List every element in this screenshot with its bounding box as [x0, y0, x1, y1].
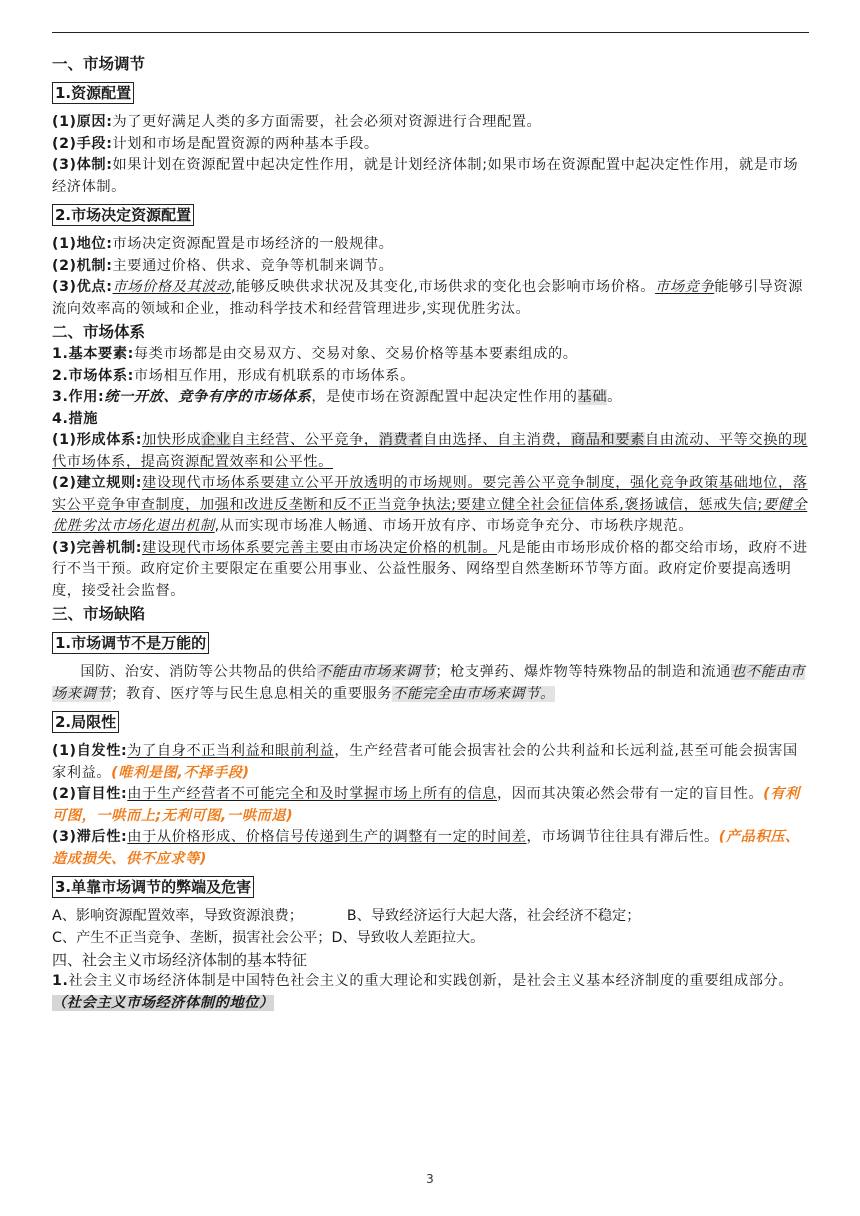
label: 3.作用: [52, 389, 105, 405]
label: (2)盲目性: [52, 786, 128, 802]
text: 为了更好满足人类的多方面需要，社会必须对资源进行合理配置。 [112, 114, 542, 130]
label: (2)手段: [52, 135, 113, 152]
para-means [52, 134, 810, 156]
highlight-enterprise: 企业 [201, 432, 231, 448]
text: 。 [607, 389, 622, 405]
section-1-title: 一、市场调节 [52, 55, 146, 73]
para-measures [52, 409, 810, 431]
text: 国防、治安、消防等公共物品的供给 [80, 664, 317, 680]
text: 计划和市场是配置资源的两种基本手段。 [112, 135, 379, 152]
page-number: 3 [426, 1172, 434, 1186]
text: 提高资源配置效率和公平性。 [140, 453, 333, 470]
highlight-price: 市场价格及其波动 [112, 279, 231, 295]
label: (3)体制: [52, 157, 113, 173]
text: ,能够反映供求状况及其变化,市场供求的变化也会影响市场价格。 [230, 279, 656, 295]
para-advantages [52, 277, 810, 320]
item-b: B、导致经济运行大起大落，社会经济不稳定； [346, 908, 641, 924]
drawbacks-row-1 [52, 906, 810, 928]
label: (1)自发性: [52, 743, 128, 759]
subheading-not-almighty: 1.市场调节不是万能的 [52, 632, 209, 654]
label: 4.措施 [52, 410, 99, 427]
highlight-status: （社会主义市场经济体制的地位） [52, 994, 274, 1011]
label: (1)地位: [52, 236, 113, 252]
section-3-title: 三、市场缺陷 [52, 605, 146, 623]
text: 加快形成 [142, 432, 202, 448]
text: ，生产经营者可能会损害社会的公共利益和长远利益,甚至可能会损害国家利益。 [52, 743, 798, 781]
para-basic-elements [52, 344, 810, 366]
label: (1)形成体系: [52, 432, 143, 448]
text: ；教育、医疗等与民生息息相关的重要服务 [111, 685, 393, 702]
note: (有利可图，一哄而上;无利可图,一哄而退) [52, 786, 800, 824]
text: 如果计划在资源配置中起决定性作用，就是计划经济体制;如果市场在资源配置中起决定性作用，就是市场经济体制。 [52, 157, 799, 195]
para-mechanism [52, 256, 810, 278]
text: ，因而其决策必然会带有一定的盲目性。 [496, 786, 764, 802]
text: 由于生产经营者不可能完全和及时掌握市场上所有的信息 [127, 786, 497, 802]
text: 社会主义市场经济体制是中国特色社会主义的重大理论和实践创新，是社会主义基本经济制度的重要组成部分。 [68, 973, 794, 989]
text: 每类市场都是由交易双方、交易对象、交易价格等基本要素组成的。 [133, 346, 578, 362]
para-improve [52, 538, 810, 603]
text: 自由选择、自主消费， [423, 432, 571, 448]
header-rule [52, 32, 809, 33]
item-a: A、影响资源配置效率，导致资源浪费； [52, 908, 303, 924]
text: 市场相互作用，形成有机联系的市场体系。 [133, 367, 415, 384]
para-system [52, 155, 810, 198]
label: (2)建立规则: [52, 475, 143, 491]
highlight-competition: 市场竞争 [655, 279, 715, 295]
label: (2)机制: [52, 257, 113, 274]
label: (1)原因: [52, 114, 113, 130]
para-socialist-market [52, 971, 810, 1014]
label: 1. [52, 973, 69, 989]
para-not-almighty [52, 662, 810, 705]
text: 市场决定资源配置是市场经济的一般规律。 [112, 236, 394, 252]
text: ，市场调节往往具有滞后性。 [526, 829, 719, 845]
subheading-market-decides: 2.市场决定资源配置 [52, 204, 194, 226]
subheading-limitations: 2.局限性 [52, 711, 119, 733]
item-c: C、产生不正当竞争、垄断，损害社会公平； [52, 929, 332, 946]
highlight: 也不能由市场来调节 [52, 664, 806, 702]
para-rules [52, 473, 810, 538]
para-blindness [52, 784, 810, 827]
label: 1.基本要素: [52, 346, 134, 362]
highlight-goods: 商品和要素 [570, 432, 645, 448]
text: 能够引导资源流向效率高的领域和企业，推动科学技术和经营管理进步,实现优胜劣汰。 [52, 279, 803, 317]
text: 建设现代市场体系要完善主要由市场决定价格的机制。 [142, 539, 497, 556]
section-2-title: 二、市场体系 [52, 323, 146, 341]
highlight-consumer: 消费者 [378, 432, 424, 448]
para-spontaneity [52, 741, 810, 784]
para-lag [52, 827, 810, 870]
document-body [52, 52, 810, 1014]
para-market-system [52, 366, 810, 388]
label: (3)优点: [52, 279, 113, 295]
note: (唯利是图,不择手段) [111, 764, 250, 781]
subheading-drawbacks: 3.单靠市场调节的弊端及危害 [52, 876, 254, 898]
text: ；枪支弹药、爆炸物等特殊物品的制造和流通 [435, 664, 732, 680]
text: 建设现代市场体系要建立公平开放透明的市场规则。要完善公平竞争制度，强化竞争政策基础地位，落实公平竞争审查制度，加强和改进反垄断和反不正当竞争执法;要建立健全社会征信体系,褒扬诚信，惩戒失信; [52, 475, 808, 513]
highlight-basis: 基础 [577, 389, 608, 405]
para-status [52, 234, 810, 256]
note: (产品积压、造成损失、供不应求等) [52, 829, 800, 867]
highlight: 不能完全由市场来调节。 [392, 685, 555, 702]
text: 主要通过价格、供求、竞争等机制来调节。 [112, 257, 394, 274]
para-form-system [52, 430, 810, 473]
text: ,从而实现市场准人畅通、市场开放有序、市场竞争充分、市场秩序规范。 [214, 518, 693, 534]
text: ，是使市场在资源配置中起决定性作用的 [311, 389, 578, 405]
label: (3)滞后性: [52, 829, 128, 845]
para-reason [52, 112, 810, 134]
drawbacks-row-2 [52, 928, 810, 950]
label: (3)完善机制: [52, 539, 143, 556]
highlight: 不能由市场来调节 [317, 664, 436, 680]
text: 凡是能由市场形成价格的都交给市场，政府不进行不当干预。政府定价主要限定在重要公用事业、公益性服务、网络型自然垄断环节等方面。政府定价要提高透明度，接受社会监督。 [52, 539, 808, 599]
text: 为了自身不正当利益和眼前利益 [127, 743, 335, 759]
para-role [52, 387, 810, 409]
text: 自由流动、平等交换的现代市场体系， [52, 432, 808, 470]
emphasis: 统一开放、竞争有序的市场体系 [104, 389, 312, 405]
label: 2.市场体系: [52, 367, 134, 384]
text: 自主经营、公平竞争， [230, 432, 379, 448]
text: 由于从价格形成、价格信号传递到生产的调整有一定的时间差 [127, 829, 527, 845]
emphasis: 要健全优胜劣汰市场化退出机制 [52, 496, 808, 534]
item-d: D、导致收人差距拉大。 [331, 929, 485, 946]
section-4-title: 四、社会主义市场经济体制的基本特征 [52, 951, 308, 969]
subheading-resource-allocation: 1.资源配置 [52, 82, 134, 104]
